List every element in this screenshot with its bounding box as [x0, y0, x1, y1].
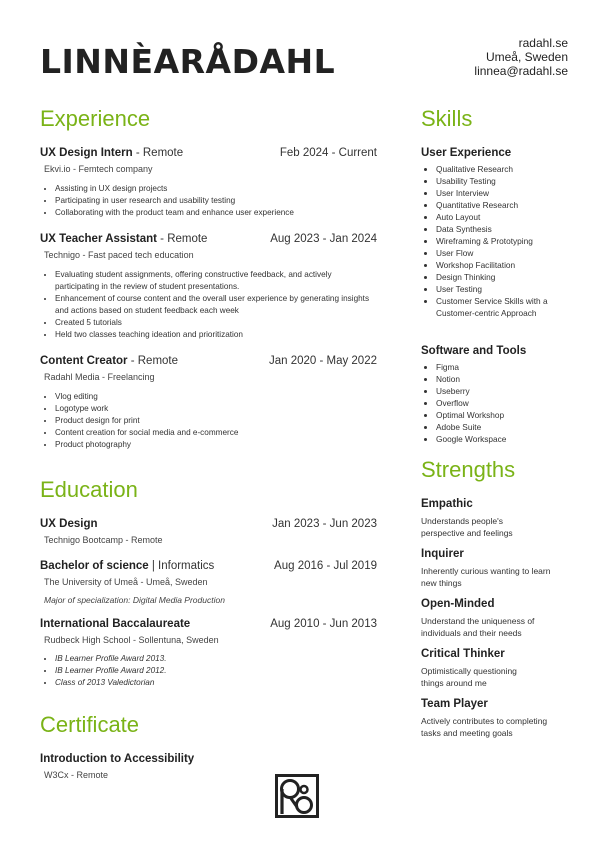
education-entry [40, 559, 377, 606]
ux-skills-block [421, 146, 581, 319]
education-title: International Baccalaureate [40, 618, 191, 630]
tools-heading: Software and Tools [421, 345, 527, 357]
job-org: Radahl Media - Freelancing [44, 372, 155, 382]
strength-desc: Optimistically questioning things around me [421, 666, 517, 688]
tools-list [421, 361, 581, 445]
job-title: Content Creator - Remote [40, 355, 179, 367]
job-date: Aug 2023 - Jan 2024 [270, 233, 377, 245]
list-item: • Held two classes teaching ideation and prioritization [55, 329, 377, 341]
strength-title: Empathic [421, 498, 473, 510]
experience-heading: Experience [40, 106, 151, 131]
job-org: Technigo - Fast paced tech education [44, 250, 194, 260]
list-item: • Overflow [436, 397, 581, 409]
job-date: Jan 2020 - May 2022 [268, 355, 377, 367]
list-item: • Customer Service Skills with a Customer-centric Approach [436, 295, 554, 319]
education-title: UX Design [40, 518, 98, 530]
list-item: • Optimal Workshop [436, 409, 581, 421]
list-item: • Usability Testing [436, 175, 581, 187]
job-entry [40, 146, 377, 219]
certificate-heading: Certificate [40, 712, 140, 737]
job-bullets [40, 183, 377, 219]
list-item: • Assisting in UX design projects [55, 183, 377, 195]
list-item: • Qualitative Research [436, 163, 581, 175]
list-item: • Logotype work [55, 403, 377, 415]
ux-skills-list [421, 163, 581, 319]
list-item: • Collaborating with the product team and enhance user experience [55, 207, 377, 219]
contact-block [474, 36, 568, 78]
strengths-heading: Strengths [421, 457, 516, 482]
list-item: • Adobe Suite [436, 421, 581, 433]
list-item: • IB Learner Profile Award 2013. [55, 653, 377, 665]
tools-block [421, 344, 581, 445]
list-item: • Product photography [55, 439, 377, 451]
list-item: • Data Synthesis [436, 223, 581, 235]
list-item: • IB Learner Profile Award 2012. [55, 665, 377, 677]
job-bullets [40, 391, 377, 451]
education-heading: Education [40, 477, 138, 502]
skills-heading: Skills [421, 106, 473, 131]
certificate-org: W3Cx - Remote [44, 770, 109, 780]
email-link[interactable]: linnea@radahl.se [474, 64, 568, 78]
job-entry [40, 354, 377, 451]
list-item: • Evaluating student assignments, offering constructive feedback, and actively participating in the review of student presentations. [55, 269, 377, 293]
job-org: Ekvi.io - Femtech company [44, 164, 153, 174]
list-item: • Workshop Facilitation [436, 259, 581, 271]
strength-desc: Understand the uniqueness of individuals and their needs [421, 616, 535, 638]
list-item: • Class of 2013 Valedictorian [55, 677, 377, 689]
location-text: Umeå, Sweden [485, 50, 568, 64]
job-title: UX Teacher Assistant - Remote [40, 233, 208, 245]
job-bullets [40, 269, 377, 341]
education-bullets [40, 653, 377, 689]
list-item: • Enhancement of course content and the overall user experience by generating insights and actions based on student feedback each week [55, 293, 377, 317]
strength-desc: Actively contributes to completing tasks and meeting goals [421, 716, 548, 738]
education-entry [40, 617, 377, 689]
list-item: • Vlog editing [55, 391, 377, 403]
strength-title: Critical Thinker [421, 648, 505, 660]
resume-name: LINNÈARÅDAHL [40, 42, 336, 81]
education-date: Aug 2010 - Jun 2013 [270, 618, 377, 630]
certificate-entry [40, 752, 377, 781]
monogram-logo-icon [275, 774, 319, 818]
job-date: Feb 2024 - Current [279, 147, 377, 159]
education-title: Bachelor of science | Informatics [40, 560, 215, 572]
strength-item [421, 497, 571, 539]
strength-title: Open-Minded [421, 598, 495, 610]
education-note: Major of specialization: Digital Media Production [44, 595, 225, 605]
strength-item [421, 697, 571, 739]
list-item: • Auto Layout [436, 211, 581, 223]
education-date: Jan 2023 - Jun 2023 [272, 518, 377, 530]
list-item: • Product design for print [55, 415, 377, 427]
strength-item [421, 647, 571, 689]
list-item: • Google Workspace [436, 433, 581, 445]
list-item: • Participating in user research and usability testing [55, 195, 377, 207]
list-item: • User Testing [436, 283, 581, 295]
ux-skills-heading: User Experience [421, 147, 512, 159]
website-link[interactable]: radahl.se [518, 36, 568, 50]
list-item: • Design Thinking [436, 271, 581, 283]
certificate-name: Introduction to Accessibility [40, 753, 195, 765]
education-date: Aug 2016 - Jul 2019 [274, 560, 377, 572]
list-item: • User Flow [436, 247, 581, 259]
education-entry [40, 517, 377, 546]
strength-title: Team Player [421, 698, 488, 710]
list-item: • Quantitative Research [436, 199, 581, 211]
list-item: • User Interview [436, 187, 581, 199]
education-org: Technigo Bootcamp - Remote [44, 535, 163, 545]
list-item: • Figma [436, 361, 581, 373]
job-title: UX Design Intern - Remote [40, 147, 184, 159]
list-item: • Notion [436, 373, 581, 385]
list-item: • Content creation for social media and e-commerce [55, 427, 377, 439]
education-org: The University of Umeå - Umeå, Sweden [44, 577, 208, 587]
strength-desc: Inherently curious wanting to learn new things [421, 566, 551, 588]
list-item: • Created 5 tutorials [55, 317, 377, 329]
list-item: • Useberry [436, 385, 581, 397]
strength-desc: Understands people's perspective and feelings [421, 516, 513, 538]
education-org: Rudbeck High School - Sollentuna, Sweden [44, 635, 219, 645]
list-item: • Wireframing & Prototyping [436, 235, 581, 247]
strength-title: Inquirer [421, 548, 464, 560]
strength-item [421, 547, 571, 589]
job-entry [40, 232, 377, 341]
strength-item [421, 597, 571, 639]
